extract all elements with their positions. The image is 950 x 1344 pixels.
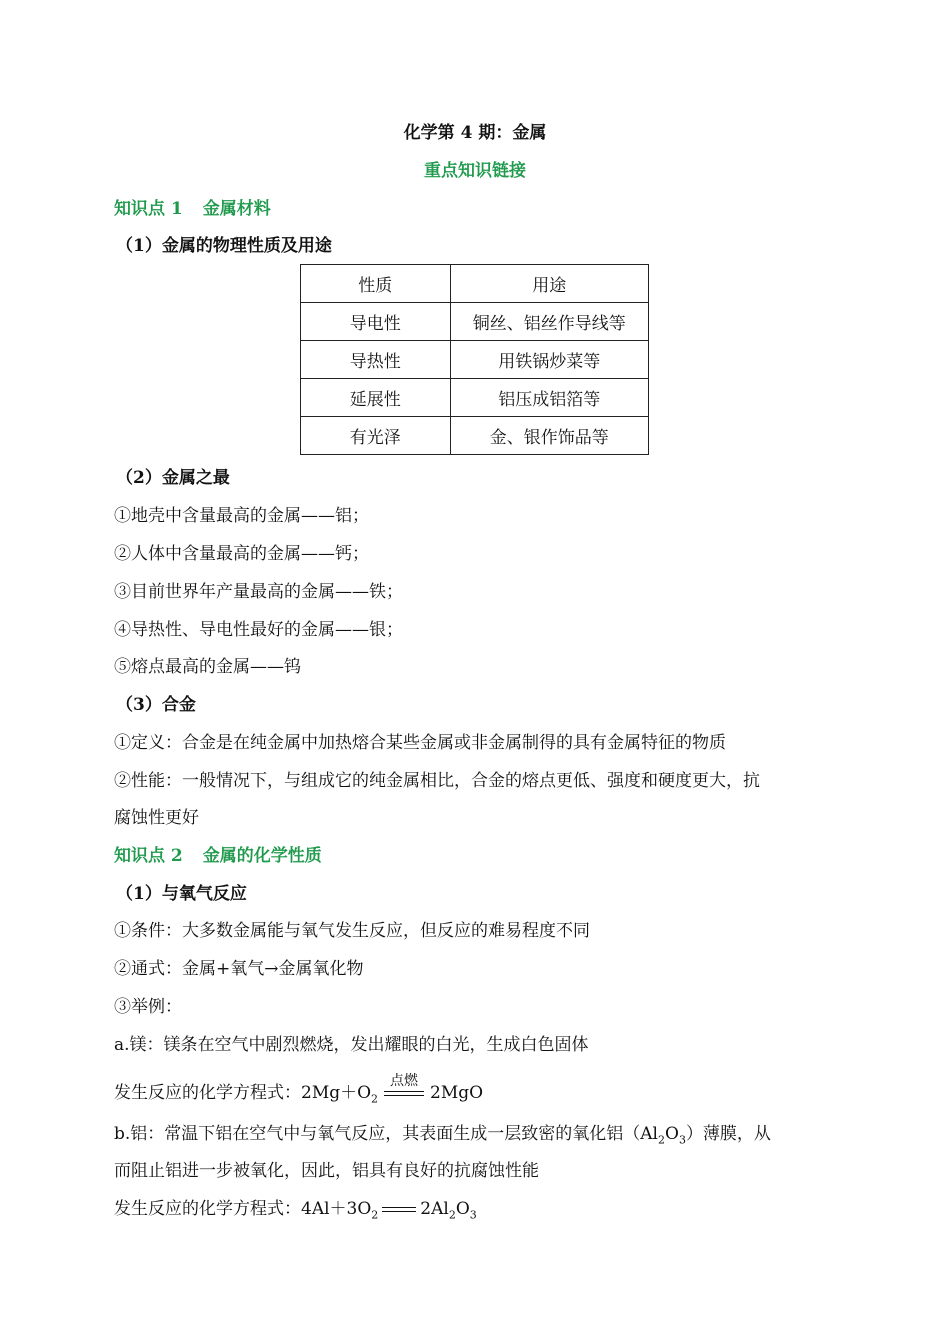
ignition-arrow: [384, 1073, 424, 1096]
table-row: [301, 341, 649, 379]
subscript: 2: [448, 1208, 456, 1222]
aluminum-equation: [114, 1197, 477, 1227]
kp2-s1-heading: （1）与氧气反应: [116, 884, 247, 904]
kp1-s3-heading: （3）合金: [116, 695, 196, 715]
kp2-heading: [114, 844, 322, 868]
equation-prefix: 发生反应的化学方程式：: [114, 1199, 301, 1219]
doc-title: 化学第 4 期：金属: [403, 123, 547, 143]
aluminum-description-line1: [114, 1122, 771, 1152]
kp1-s2-heading: （2）金属之最: [116, 468, 230, 488]
list-item: ⑤熔点最高的金属——钨: [114, 657, 301, 677]
kp2-label: 知识点 2: [114, 846, 183, 866]
list-item: ②人体中含量最高的金属——钙；: [114, 544, 369, 564]
magnesium-equation: [114, 1073, 484, 1111]
table-cell: 导电性: [301, 303, 451, 341]
text-run: ）薄膜，从: [685, 1124, 771, 1144]
table-row: [301, 303, 649, 341]
equation-left: [301, 1083, 379, 1106]
list-item: ③目前世界年产量最高的金属——铁；: [114, 582, 403, 602]
equation-term: 2Mg＋O: [301, 1083, 372, 1103]
table-cell: 铝压成铝箔等: [450, 379, 648, 417]
properties-table: [300, 264, 649, 455]
equation-term: 2Al: [420, 1199, 449, 1219]
subscript: 2: [658, 1133, 665, 1147]
list-item: ④导热性、导电性最好的金属——银；: [114, 620, 403, 640]
subscript: 3: [678, 1133, 686, 1147]
equation-prefix: 发生反应的化学方程式：: [114, 1083, 301, 1103]
kp1-heading: [114, 197, 271, 221]
kp1-name: 金属材料: [202, 199, 271, 219]
reaction-condition: ①条件：大多数金属能与氧气发生反应，但反应的难易程度不同: [114, 921, 590, 941]
table-row: [301, 379, 649, 417]
kp2-name: 金属的化学性质: [202, 846, 322, 866]
table-header-cell: 用途: [450, 265, 648, 303]
kp1-label: 知识点 1: [114, 199, 183, 219]
example-label: ③举例：: [114, 997, 182, 1017]
subscript: 2: [371, 1092, 379, 1106]
doc-subtitle: 重点知识链接: [424, 161, 526, 181]
ignition-condition: 点燃: [390, 1073, 419, 1089]
table-header-cell: 性质: [301, 265, 451, 303]
table-header-row: [301, 265, 649, 303]
table-cell: 延展性: [301, 379, 451, 417]
equation-term: 4Al＋3O: [301, 1199, 372, 1219]
table-cell: 导热性: [301, 341, 451, 379]
equals-sign: [382, 1207, 416, 1212]
alloy-properties-line1: ②性能：一般情况下，与组成它的纯金属相比，合金的熔点更低、强度和硬度更大，抗: [114, 771, 760, 791]
list-item: ①地壳中含量最高的金属——铝；: [114, 506, 369, 526]
kp1-s1-heading: （1）金属的物理性质及用途: [116, 236, 332, 256]
table-row: [301, 417, 649, 455]
aluminum-description-line2: 而阻止铝进一步被氧化，因此，铝具有良好的抗腐蚀性能: [114, 1161, 539, 1181]
subscript: 3: [469, 1208, 477, 1222]
general-formula: ②通式：金属+氧气→金属氧化物: [114, 959, 364, 979]
alloy-definition: ①定义：合金是在纯金属中加热熔合某些金属或非金属制得的具有金属特征的物质: [114, 733, 726, 753]
equation-right: 2MgO: [430, 1083, 484, 1103]
subscript: 2: [371, 1208, 379, 1222]
text-run: O: [665, 1124, 679, 1144]
table-cell: 用铁锅炒菜等: [450, 341, 648, 379]
text-run: b.铝：常温下铝在空气中与氧气反应，其表面生成一层致密的氧化铝（Al: [114, 1124, 658, 1144]
alloy-properties-line2: 腐蚀性更好: [114, 808, 199, 828]
table-cell: 有光泽: [301, 417, 451, 455]
table-cell: 铜丝、铝丝作导线等: [450, 303, 648, 341]
magnesium-description: a.镁：镁条在空气中剧烈燃烧，发出耀眼的白光，生成白色固体: [114, 1035, 589, 1055]
equation-term: O: [455, 1199, 470, 1219]
table-cell: 金、银作饰品等: [450, 417, 648, 455]
